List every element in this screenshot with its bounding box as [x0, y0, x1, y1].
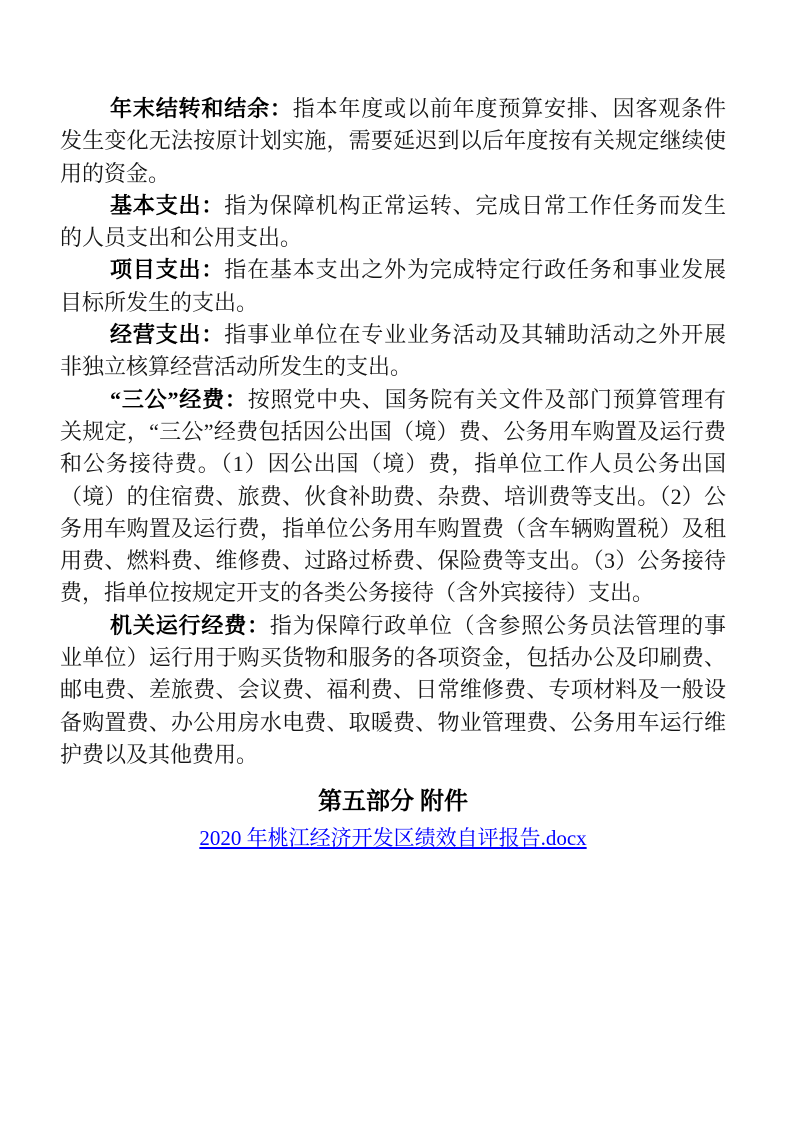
section-heading: 第五部分 附件	[318, 789, 468, 816]
definition-text: 指为保障行政单位（含参照公务员法管理的事业单位）运行用于购买货物和服务的各项资金，包括办公及印刷费、邮电费、差旅费、会议费、福利费、日常维修费、专项材料及一般设备购置费、办公用房水电费、取暖费、物业管理费、公务用车运行维护费以及其他费用。	[60, 612, 726, 767]
definition-text: 指本年度或以前年度预算安排、因客观条件发生变化无法按原计划实施，需要延迟到以后年度按有关规定继续使用的资金。	[60, 96, 726, 186]
definition-text: 指事业单位在专业业务活动及其辅助活动之外开展非独立核算经营活动所发生的支出。	[60, 322, 726, 380]
definition-text: 指在基本支出之外为完成特定行政任务和事业发展目标所发生的支出。	[60, 257, 726, 315]
definition-term: 年末结转和结余：	[110, 96, 293, 121]
definition-paragraph	[60, 319, 726, 384]
definition-paragraph	[60, 384, 726, 610]
attachment-row	[60, 823, 726, 856]
definition-paragraph	[60, 610, 726, 771]
definition-paragraph	[60, 93, 726, 190]
definition-text: 按照党中央、国务院有关文件及部门预算管理有关规定，“三公”经费包括因公出国（境）费、公务用车购置及运行费和公务接待费。（1）因公出国（境）费，指单位工作人员公务出国（境）的住宿费、旅费、伙食补助费、杂费、培训费等支出。（2）公务用车购置及运行费，指单位公务用车购置费（含车辆购置税）及租用费、燃料费、维修费、过路过桥费、保险费等支出。（3）公务接待费，指单位按规定开支的各类公务接待（含外宾接待）支出。	[60, 386, 726, 606]
definition-term: 机关运行经费：	[110, 612, 270, 638]
definition-paragraph	[60, 254, 726, 319]
definitions-section	[60, 93, 726, 771]
definition-term: “三公”经费：	[110, 386, 248, 412]
definition-term: 基本支出：	[110, 192, 225, 218]
definition-term: 经营支出：	[110, 322, 225, 348]
definition-term: 项目支出：	[110, 257, 225, 283]
definition-paragraph	[60, 190, 726, 255]
attachment-link[interactable]: 2020 年桃江经济开发区绩效自评报告.docx	[199, 826, 587, 851]
definition-text: 指为保障机构正常运转、完成日常工作任务而发生的人员支出和公用支出。	[60, 192, 726, 251]
